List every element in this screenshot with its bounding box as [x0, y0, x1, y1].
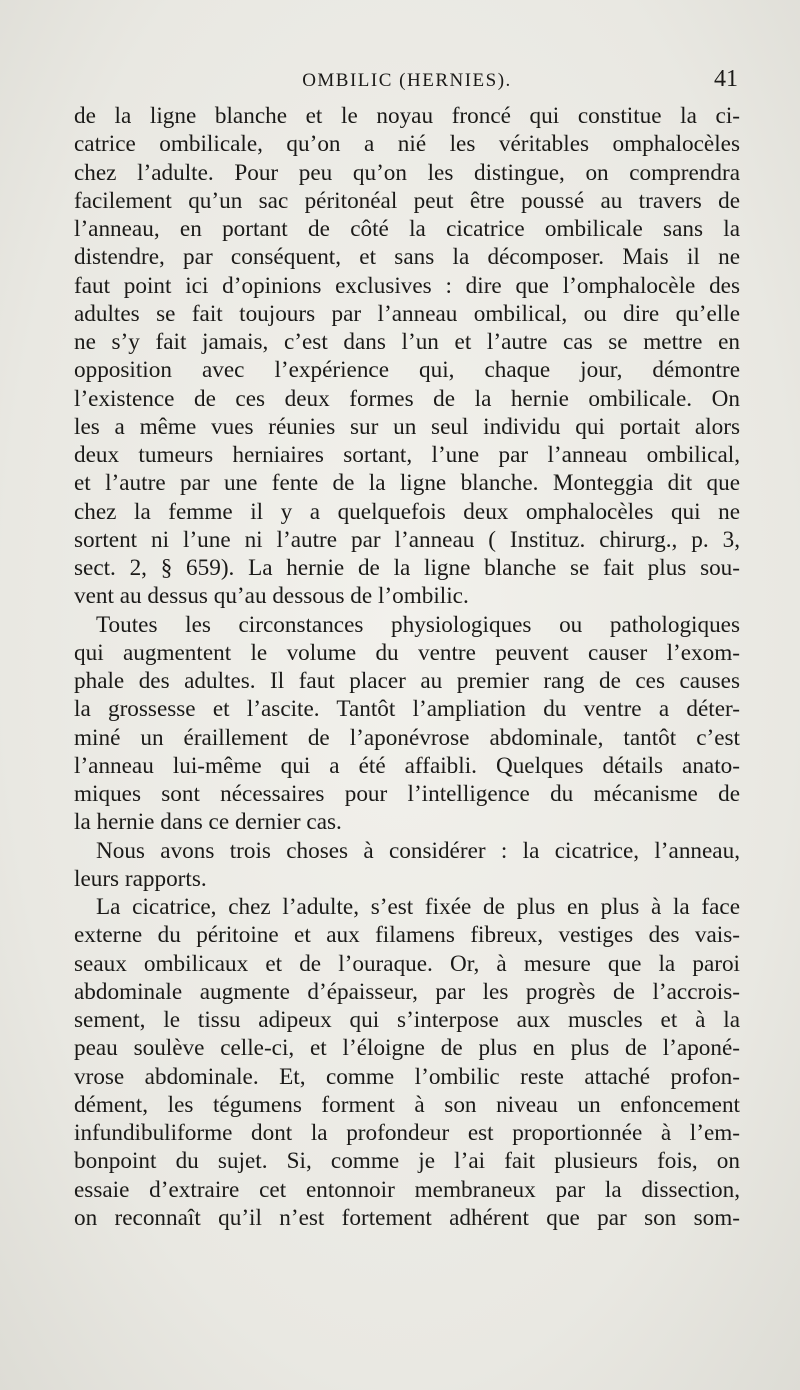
text-line: sect. 2, § 659). La hernie de la ligne blanche se fait plus sou-: [74, 555, 740, 581]
text-line: la grossesse et l’ascite. Tantôt l’ampliation du ventre a déter-: [74, 696, 740, 723]
page-number: 41: [714, 66, 738, 92]
body-text: [74, 102, 740, 1232]
text-line: externe du péritoine et aux filamens fibreux, vestiges des vais-: [74, 922, 740, 949]
text-line: La cicatrice, chez l’adulte, s’est fixée de plus en plus à la face: [96, 894, 740, 920]
text-line: dément, les tégumens forment à son niveau un enfoncement: [74, 1091, 740, 1118]
text-line: bonpoint du sujet. Si, comme je l’ai fait plusieurs fois, on: [74, 1148, 740, 1175]
paragraph-4: [74, 893, 740, 1232]
text-line: qui augmentent le volume du ventre peuvent causer l’exom-: [74, 639, 740, 666]
text-line: miné un éraillement de l’aponévrose abdominale, tantôt c’est: [74, 724, 740, 751]
paragraph-1: [74, 102, 740, 611]
text-line: vent au dessus qu’au dessous de l’ombilic.: [74, 583, 469, 610]
text-line: chez l’adulte. Pour peu qu’on les distingue, on comprendra: [74, 159, 740, 186]
text-line: seaux ombilicaux et de l’ouraque. Or, à mesure que la paroi: [74, 950, 740, 977]
text-line: Nous avons trois choses à considérer : la cicatrice, l’anneau,: [96, 837, 740, 864]
text-line: la hernie dans ce dernier cas.: [74, 809, 342, 836]
text-line: infundibuliforme dont la profondeur est proportionnée à l’em-: [74, 1120, 740, 1146]
text-line: de la ligne blanche et le noyau froncé qui constitue la ci-: [74, 103, 740, 129]
text-line: sement, le tissu adipeux qui s’interpose aux muscles et à la: [74, 1007, 740, 1033]
text-line: peau soulève celle-ci, et l’éloigne de plus en plus de l’aponé-: [74, 1035, 740, 1062]
text-line: essaie d’extraire cet entonnoir membraneux par la dissection,: [74, 1176, 740, 1203]
text-line: et l’autre par une fente de la ligne blanche. Monteggia dit que: [74, 470, 740, 497]
text-line: miques sont nécessaires pour l’intelligence du mécanisme de: [74, 781, 740, 807]
text-line: ne s’y fait jamais, c’est dans l’un et l’autre cas se mettre en: [74, 329, 740, 355]
text-line: chez la femme il y a quelquefois deux omphalocèles qui ne: [74, 498, 740, 525]
page-header: [74, 66, 740, 100]
text-line: vrose abdominale. Et, comme l’ombilic reste attaché profon-: [74, 1063, 740, 1090]
text-line: catrice ombilicale, qu’on a nié les véritables omphalocèles: [74, 131, 740, 158]
text-line: abdominale augmente d’épaisseur, par les progrès de l’accrois-: [74, 978, 740, 1005]
text-line: faut point ici d’opinions exclusives : dire que l’omphalocèle des: [74, 272, 740, 299]
text-line: leurs rapports.: [74, 865, 207, 892]
text-line: les a même vues réunies sur un seul individu qui portait alors: [74, 413, 740, 440]
text-line: phale des adultes. Il faut placer au premier rang de ces causes: [74, 668, 740, 694]
text-line: deux tumeurs herniaires sortant, l’une par l’anneau ombilical,: [74, 442, 740, 468]
text-line: sortent ni l’une ni l’autre par l’anneau ( Instituz. chirurg., p. 3,: [74, 526, 740, 553]
text-line: l’anneau, en portant de côté la cicatrice ombilicale sans la: [74, 216, 740, 242]
text-line: l’existence de ces deux formes de la hernie ombilicale. On: [74, 385, 740, 412]
text-line: Toutes les circonstances physiologiques ou pathologiques: [96, 611, 740, 638]
text-line: facilement qu’un sac péritonéal peut être poussé au travers de: [74, 187, 740, 214]
text-line: adultes se fait toujours par l’anneau ombilical, ou dire qu’elle: [74, 300, 740, 327]
text-line: on reconnaît qu’il n’est fortement adhérent que par son som-: [74, 1204, 740, 1231]
text-line: distendre, par conséquent, et sans la décomposer. Mais il ne: [74, 244, 740, 271]
text-line: l’anneau lui-même qui a été affaibli. Quelques détails anato-: [74, 752, 740, 779]
paragraph-3: [74, 837, 740, 894]
running-head: OMBILIC (HERNIES).: [302, 70, 512, 91]
text-line: opposition avec l’expérience qui, chaque jour, démontre: [74, 357, 740, 384]
paragraph-2: [74, 611, 740, 837]
